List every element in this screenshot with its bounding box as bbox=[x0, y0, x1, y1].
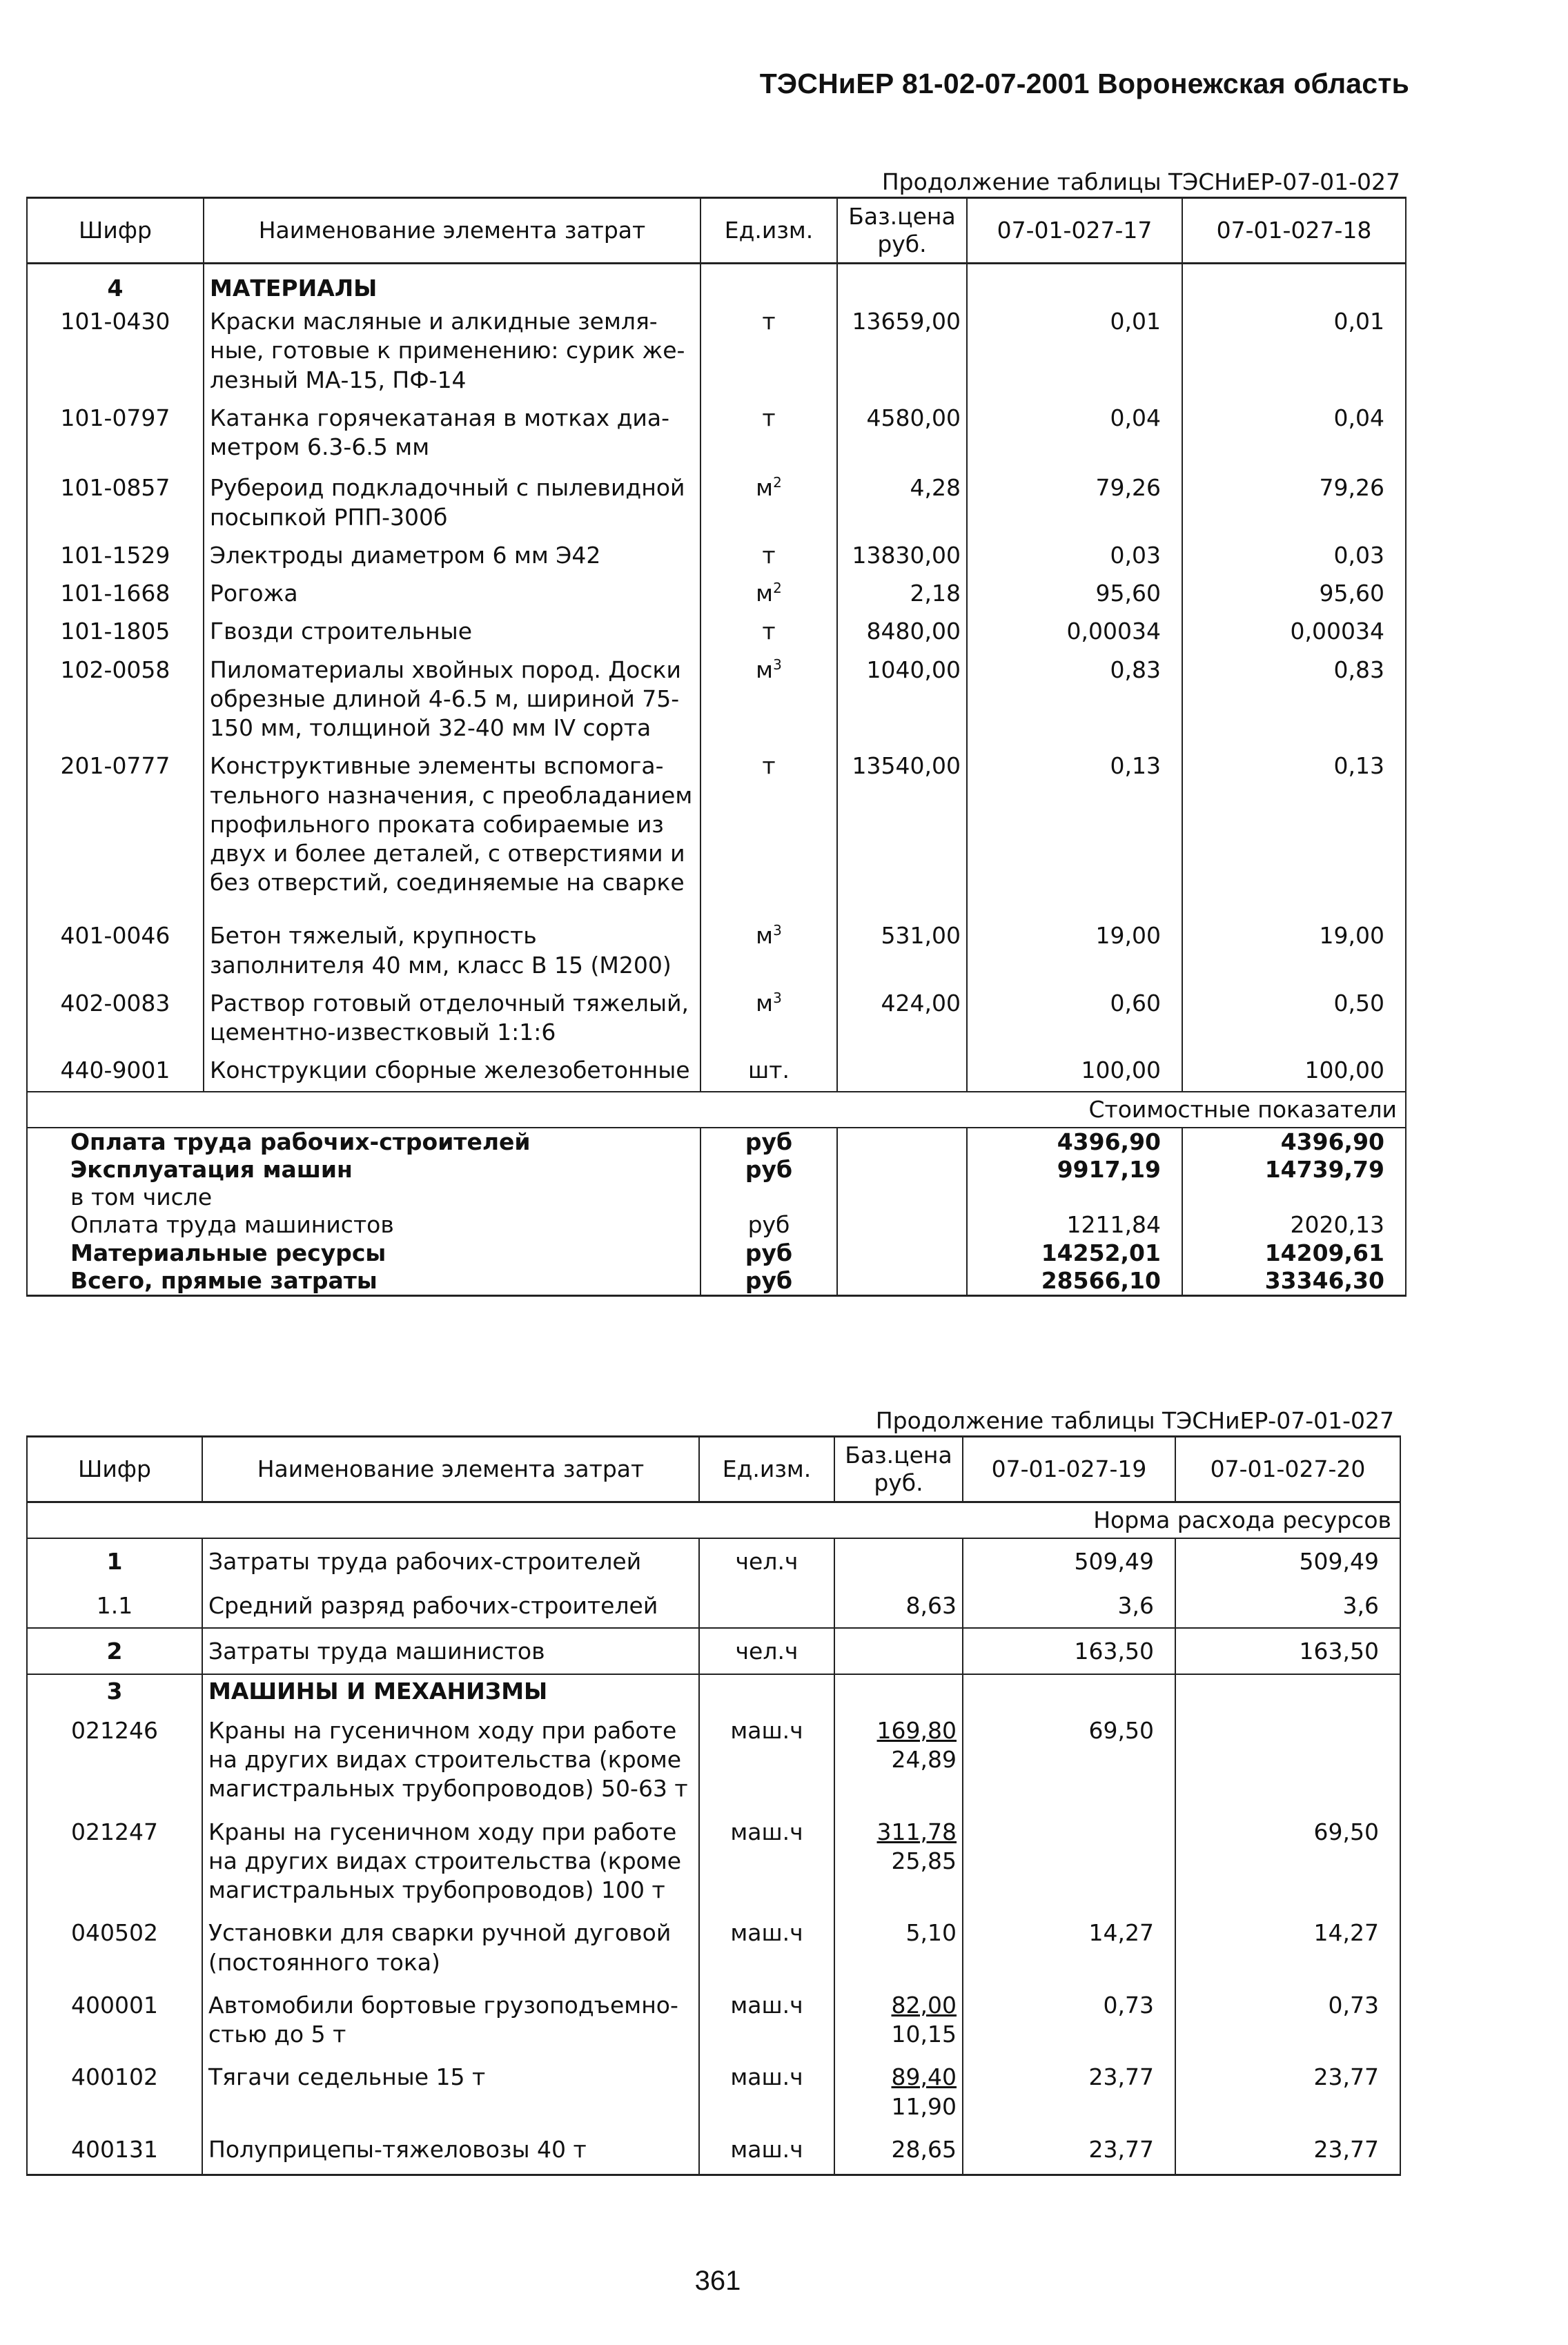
price-value: 311,78 bbox=[876, 1818, 957, 1845]
table-row bbox=[27, 1812, 1400, 1914]
value-col2-cell: 33346,30 bbox=[1182, 1267, 1406, 1296]
unit-cell: маш.ч bbox=[699, 1812, 834, 1914]
price-value: 82,00 bbox=[891, 1991, 957, 2019]
code-cell: 400102 bbox=[27, 2057, 202, 2129]
total-row bbox=[27, 1128, 1406, 1156]
header-col2: 07-01-027-18 bbox=[1182, 198, 1406, 264]
value-col2-cell: 163,50 bbox=[1175, 1628, 1400, 1674]
value-col2-cell: 3,6 bbox=[1175, 1583, 1400, 1628]
price-cell: 8,63 bbox=[834, 1583, 963, 1628]
code-cell: 040502 bbox=[27, 1913, 202, 1985]
value-col2-cell: 95,60 bbox=[1182, 577, 1406, 615]
name-cell: Тягачи седельные 15 т bbox=[202, 2057, 699, 2129]
name-cell: Раствор готовый отделочный тяжелый, цементно-известковый 1:1:6 bbox=[204, 987, 700, 1054]
value-col2-cell: 0,03 bbox=[1182, 539, 1406, 577]
table1 bbox=[26, 197, 1407, 1297]
name-cell: Автомобили бортовые грузоподъемно-стью до 5 т bbox=[202, 1985, 699, 2057]
price-cell bbox=[834, 1985, 963, 2057]
price-cell: 13540,00 bbox=[837, 749, 967, 919]
value-col2-cell: 14,27 bbox=[1175, 1913, 1400, 1985]
value-col1-cell: 69,50 bbox=[963, 1708, 1175, 1812]
header-price: Баз.цена руб. bbox=[837, 198, 967, 264]
price-cell bbox=[837, 1054, 967, 1091]
table2-header-row bbox=[27, 1437, 1400, 1502]
header-col1: 07-01-027-19 bbox=[963, 1437, 1175, 1502]
price-cell bbox=[834, 2057, 963, 2129]
header-col2: 07-01-027-20 bbox=[1175, 1437, 1400, 1502]
value-col1-cell: 0,83 bbox=[967, 654, 1182, 750]
value-col2-cell: 14739,79 bbox=[1182, 1156, 1406, 1184]
value-col2-cell: 69,50 bbox=[1175, 1812, 1400, 1914]
price-cell bbox=[834, 1538, 963, 1583]
value-col1-cell: 163,50 bbox=[963, 1628, 1175, 1674]
price-cell: 8480,00 bbox=[837, 615, 967, 653]
unit-cell: шт. bbox=[700, 1054, 837, 1091]
unit-cell: руб bbox=[700, 1128, 837, 1156]
code-cell: 201-0777 bbox=[27, 749, 204, 919]
table-row bbox=[27, 1913, 1400, 1985]
price-cell: 531,00 bbox=[837, 919, 967, 986]
value-col2-cell: 2020,13 bbox=[1182, 1211, 1406, 1239]
name-cell: Электроды диаметром 6 мм Э42 bbox=[204, 539, 700, 577]
table2-band-row bbox=[27, 1502, 1400, 1539]
total-name-cell: Оплата труда рабочих-строителей bbox=[27, 1128, 700, 1156]
value-col1-cell: 0,03 bbox=[967, 539, 1182, 577]
value-col2-cell: 19,00 bbox=[1182, 919, 1406, 986]
unit-cell: т bbox=[700, 539, 837, 577]
table2-body bbox=[27, 1538, 1400, 1674]
band-label: Норма расхода ресурсов bbox=[27, 1502, 1400, 1539]
name-cell: Конструктивные элементы вспомога-тельного назначения, с преобладанием профильного проката собираемые из двух и более деталей, с отверстиями и без отверстий, соединяемые на сварке bbox=[204, 749, 700, 919]
value-col1-cell: 23,77 bbox=[963, 2130, 1175, 2175]
value-col2-cell: 0,83 bbox=[1182, 654, 1406, 750]
header-unit: Ед.изм. bbox=[700, 198, 837, 264]
table-row bbox=[27, 402, 1406, 471]
value-col2-cell bbox=[1175, 1708, 1400, 1812]
name-cell: Затраты труда машинистов bbox=[202, 1628, 699, 1674]
value-col2-cell: 509,49 bbox=[1175, 1538, 1400, 1583]
price-cell bbox=[834, 1913, 963, 1985]
table-row bbox=[27, 539, 1406, 577]
code-cell: 102-0058 bbox=[27, 654, 204, 750]
unit-cell: $м^3$ bbox=[700, 919, 837, 986]
page-header-title: ТЭСНиЕР 81-02-07-2001 Воронежская область bbox=[759, 68, 1409, 99]
unit-cell: маш.ч bbox=[699, 2057, 834, 2129]
price-value: 169,80 bbox=[876, 1716, 957, 1744]
unit-cell: руб bbox=[700, 1156, 837, 1184]
unit-cell: маш.ч bbox=[699, 2130, 834, 2175]
code-cell: 400131 bbox=[27, 2130, 202, 2175]
code-cell: 2 bbox=[27, 1628, 202, 1674]
name-cell: Краны на гусеничном ходу при работе на других видах строительства (кроме магистральных трубопроводов) 100 т bbox=[202, 1812, 699, 1914]
name-cell: Средний разряд рабочих-строителей bbox=[202, 1583, 699, 1628]
price-cell: 4,28 bbox=[837, 471, 967, 538]
name-cell: Рогожа bbox=[204, 577, 700, 615]
unit-cell: т bbox=[700, 402, 837, 471]
table-row bbox=[27, 749, 1406, 919]
table2-caption: Продолжение таблицы ТЭСНиЕР-07-01-027 bbox=[875, 1407, 1394, 1434]
table-row bbox=[27, 1628, 1400, 1674]
table-row bbox=[27, 1708, 1400, 1812]
name-cell: Катанка горячекатаная в мотках диа-метром 6.3-6.5 мм bbox=[204, 402, 700, 471]
code-cell: 101-0857 bbox=[27, 471, 204, 538]
section-name: МАТЕРИАЛЫ bbox=[204, 264, 700, 306]
code-cell: 101-1529 bbox=[27, 539, 204, 577]
price-cell bbox=[837, 1184, 967, 1211]
price-cell: 4580,00 bbox=[837, 402, 967, 471]
value-col2-cell: 0,50 bbox=[1182, 987, 1406, 1054]
value-col2-cell: 0,04 bbox=[1182, 402, 1406, 471]
price-cell: 1040,00 bbox=[837, 654, 967, 750]
price-cell bbox=[834, 1628, 963, 1674]
section-code: 4 bbox=[27, 264, 204, 306]
total-row bbox=[27, 1156, 1406, 1184]
price-labour-value: 24,89 bbox=[891, 1746, 957, 1774]
code-cell: 101-1668 bbox=[27, 577, 204, 615]
table1-header-row bbox=[27, 198, 1406, 264]
unit-cell: руб bbox=[700, 1211, 837, 1239]
code-cell: 440-9001 bbox=[27, 1054, 204, 1091]
table-row bbox=[27, 2130, 1400, 2175]
value-col2-cell: 23,77 bbox=[1175, 2057, 1400, 2129]
unit-cell: $м^2$ bbox=[700, 577, 837, 615]
price-cell: 2,18 bbox=[837, 577, 967, 615]
code-cell: 101-1805 bbox=[27, 615, 204, 653]
header-code: Шифр bbox=[27, 198, 204, 264]
band-label: Стоимостные показатели bbox=[27, 1092, 1406, 1128]
total-name-cell: Эксплуатация машин bbox=[27, 1156, 700, 1184]
value-col1-cell: 0,04 bbox=[967, 402, 1182, 471]
value-col1-cell: 14252,01 bbox=[967, 1239, 1182, 1267]
value-col1-cell: 79,26 bbox=[967, 471, 1182, 538]
total-row bbox=[27, 1184, 1406, 1211]
header-code: Шифр bbox=[27, 1437, 202, 1502]
value-col1-cell: 0,73 bbox=[963, 1985, 1175, 2057]
value-col1-cell bbox=[963, 1812, 1175, 1914]
price-cell bbox=[837, 1239, 967, 1267]
value-col2-cell: 79,26 bbox=[1182, 471, 1406, 538]
unit-cell: руб bbox=[700, 1267, 837, 1296]
price-cell bbox=[834, 2130, 963, 2175]
value-col2-cell: 100,00 bbox=[1182, 1054, 1406, 1091]
table-row bbox=[27, 2057, 1400, 2129]
value-col1-cell: 0,60 bbox=[967, 987, 1182, 1054]
value-col1-cell: 19,00 bbox=[967, 919, 1182, 986]
code-cell: 402-0083 bbox=[27, 987, 204, 1054]
name-cell: Конструкции сборные железобетонные bbox=[204, 1054, 700, 1091]
unit-cell: т bbox=[700, 749, 837, 919]
price-cell bbox=[837, 1156, 967, 1184]
code-cell: 021246 bbox=[27, 1708, 202, 1812]
table-row bbox=[27, 1538, 1400, 1583]
total-name-cell: Материальные ресурсы bbox=[27, 1239, 700, 1267]
value-col1-cell: 95,60 bbox=[967, 577, 1182, 615]
header-name: Наименование элемента затрат bbox=[204, 198, 700, 264]
value-col2-cell: 23,77 bbox=[1175, 2130, 1400, 2175]
table-row bbox=[27, 615, 1406, 653]
value-col1-cell: 1211,84 bbox=[967, 1211, 1182, 1239]
price-labour-value: 11,90 bbox=[891, 2092, 957, 2120]
table-row bbox=[27, 305, 1406, 402]
name-cell: Краны на гусеничном ходу при работе на других видах строительства (кроме магистральных трубопроводов) 50-63 т bbox=[202, 1708, 699, 1812]
table2-machines bbox=[27, 1708, 1400, 2175]
section-code: 3 bbox=[27, 1674, 202, 1708]
table1-totals bbox=[27, 1128, 1406, 1296]
table1-caption: Продолжение таблицы ТЭСНиЕР-07-01-027 bbox=[881, 168, 1400, 195]
unit-cell: $м^2$ bbox=[700, 471, 837, 538]
code-cell: 021247 bbox=[27, 1812, 202, 1914]
value-col1-cell: 28566,10 bbox=[967, 1267, 1182, 1296]
value-col1-cell: 14,27 bbox=[963, 1913, 1175, 1985]
price-cell bbox=[834, 1708, 963, 1812]
total-name-cell: Оплата труда машинистов bbox=[27, 1211, 700, 1239]
value-col1-cell: 0,01 bbox=[967, 305, 1182, 402]
code-cell: 101-0430 bbox=[27, 305, 204, 402]
total-name-cell: Всего, прямые затраты bbox=[27, 1267, 700, 1296]
unit-cell: т bbox=[700, 305, 837, 402]
price-cell bbox=[837, 1267, 967, 1296]
price-labour-value: 10,15 bbox=[891, 2021, 957, 2048]
unit-cell: $м^3$ bbox=[700, 987, 837, 1054]
name-cell: Гвозди строительные bbox=[204, 615, 700, 653]
table-row bbox=[27, 919, 1406, 986]
code-cell: 401-0046 bbox=[27, 919, 204, 986]
page-number: 361 bbox=[694, 2266, 741, 2296]
value-col1-cell: 509,49 bbox=[963, 1538, 1175, 1583]
price-cell bbox=[837, 1211, 967, 1239]
value-col2-cell: 0,73 bbox=[1175, 1985, 1400, 2057]
price-cell bbox=[834, 1812, 963, 1914]
name-cell: Полуприцепы-тяжеловозы 40 т bbox=[202, 2130, 699, 2175]
section-row bbox=[27, 1674, 1400, 1708]
value-col2-cell: 0,01 bbox=[1182, 305, 1406, 402]
value-col1-cell: 23,77 bbox=[963, 2057, 1175, 2129]
name-cell: Установки для сварки ручной дуговой (постоянного тока) bbox=[202, 1913, 699, 1985]
table2 bbox=[26, 1435, 1401, 2176]
unit-cell: т bbox=[700, 615, 837, 653]
price-cell: 13659,00 bbox=[837, 305, 967, 402]
name-cell: Рубероид подкладочный с пылевидной посыпкой РПП-300б bbox=[204, 471, 700, 538]
value-col1-cell: 3,6 bbox=[963, 1583, 1175, 1628]
value-col1-cell: 0,13 bbox=[967, 749, 1182, 919]
table-row bbox=[27, 1054, 1406, 1091]
total-row bbox=[27, 1267, 1406, 1296]
table-row bbox=[27, 471, 1406, 538]
name-cell: Пиломатериалы хвойных пород. Доски обрезные длиной 4-6.5 м, шириной 75-150 мм, толщиной 32-40 мм IV сорта bbox=[204, 654, 700, 750]
table-row bbox=[27, 1583, 1400, 1628]
table-row bbox=[27, 987, 1406, 1054]
price-value: 5,10 bbox=[905, 1919, 957, 1947]
unit-cell: чел.ч bbox=[699, 1538, 834, 1583]
total-name-cell: в том числе bbox=[27, 1184, 700, 1211]
value-col2-cell: 4396,90 bbox=[1182, 1128, 1406, 1156]
price-cell: 424,00 bbox=[837, 987, 967, 1054]
unit-cell: маш.ч bbox=[699, 1708, 834, 1812]
name-cell: Краски масляные и алкидные земля-ные, готовые к применению: сурик же-лезный МА-15, ПФ-14 bbox=[204, 305, 700, 402]
code-cell: 101-0797 bbox=[27, 402, 204, 471]
unit-cell: $м^3$ bbox=[700, 654, 837, 750]
code-cell: 1 bbox=[27, 1538, 202, 1583]
value-col1-cell: 100,00 bbox=[967, 1054, 1182, 1091]
total-row bbox=[27, 1239, 1406, 1267]
unit-cell: маш.ч bbox=[699, 1985, 834, 2057]
value-col1-cell bbox=[967, 1184, 1182, 1211]
unit-cell: маш.ч bbox=[699, 1913, 834, 1985]
name-cell: Бетон тяжелый, крупность заполнителя 40 мм, класс В 15 (М200) bbox=[204, 919, 700, 986]
value-col1-cell: 0,00034 bbox=[967, 615, 1182, 653]
total-row bbox=[27, 1211, 1406, 1239]
unit-cell: руб bbox=[700, 1239, 837, 1267]
unit-cell bbox=[699, 1583, 834, 1628]
header-name: Наименование элемента затрат bbox=[202, 1437, 699, 1502]
code-cell: 1.1 bbox=[27, 1583, 202, 1628]
table1-band-row bbox=[27, 1092, 1406, 1128]
value-col1-cell: 9917,19 bbox=[967, 1156, 1182, 1184]
unit-cell bbox=[700, 1184, 837, 1211]
table-row bbox=[27, 654, 1406, 750]
value-col2-cell: 0,00034 bbox=[1182, 615, 1406, 653]
unit-cell: чел.ч bbox=[699, 1628, 834, 1674]
price-value: 89,40 bbox=[891, 2063, 957, 2091]
value-col2-cell bbox=[1182, 1184, 1406, 1211]
price-cell bbox=[837, 1128, 967, 1156]
price-labour-value: 25,85 bbox=[891, 1847, 957, 1874]
table1-body bbox=[27, 305, 1406, 1091]
table-row bbox=[27, 1985, 1400, 2057]
header-unit: Ед.изм. bbox=[699, 1437, 834, 1502]
section-row bbox=[27, 264, 1406, 306]
value-col2-cell: 0,13 bbox=[1182, 749, 1406, 919]
header-col1: 07-01-027-17 bbox=[967, 198, 1182, 264]
code-cell: 400001 bbox=[27, 1985, 202, 2057]
table-row bbox=[27, 577, 1406, 615]
section-name: МАШИНЫ И МЕХАНИЗМЫ bbox=[202, 1674, 699, 1708]
value-col1-cell: 4396,90 bbox=[967, 1128, 1182, 1156]
name-cell: Затраты труда рабочих-строителей bbox=[202, 1538, 699, 1583]
price-value: 28,65 bbox=[891, 2135, 957, 2163]
price-cell: 13830,00 bbox=[837, 539, 967, 577]
value-col2-cell: 14209,61 bbox=[1182, 1239, 1406, 1267]
header-price: Баз.цена руб. bbox=[834, 1437, 963, 1502]
